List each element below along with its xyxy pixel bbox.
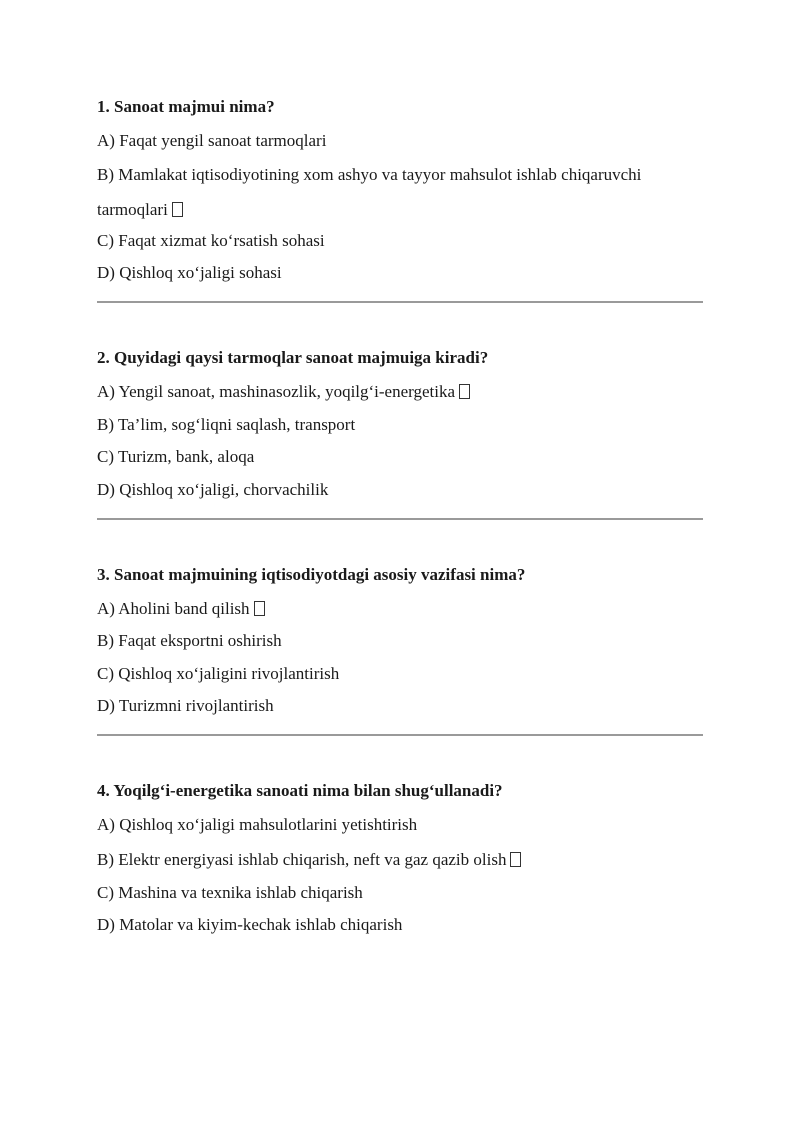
question-1 xyxy=(97,96,703,303)
option-text: D) Qishloq xo‘jaligi, chorvachilik xyxy=(97,479,329,499)
option-a xyxy=(97,598,703,620)
option-text: B) Ta’lim, sog‘liqni saqlash, transport xyxy=(97,414,356,434)
question-3 xyxy=(97,564,703,737)
missing-glyph-icon xyxy=(510,852,521,867)
option-text: A) Qishloq xo‘jaligi mahsulotlarini yetishtirish xyxy=(97,815,418,834)
option-text: C) Faqat xizmat ko‘rsatish sohasi xyxy=(97,230,325,250)
option-text: A) Yengil sanoat, mashinasozlik, yoqilg‘i-energetika xyxy=(97,382,456,401)
option-text: B) Elektr energiyasi ishlab chiqarish, neft va gaz qazib olish xyxy=(97,850,507,869)
divider xyxy=(97,734,703,736)
option-d xyxy=(97,262,703,284)
option-c xyxy=(97,446,703,468)
question-4 xyxy=(97,780,703,936)
document-page xyxy=(97,96,703,947)
option-d xyxy=(97,695,703,717)
option-a xyxy=(97,381,703,403)
missing-glyph-icon xyxy=(172,202,183,217)
option-text: B) Mamlakat iqtisodiyotining xom ashyo va tayyor mahsulot ishlab chiqaruvchi tarmoqlari xyxy=(97,164,642,219)
missing-glyph-icon xyxy=(459,384,470,399)
option-c xyxy=(97,663,703,685)
question-title: 2. Quyidagi qaysi tarmoqlar sanoat majmuiga kiradi? xyxy=(97,348,489,367)
option-text: D) Matolar va kiyim-kechak ishlab chiqarish xyxy=(97,915,403,934)
option-text: A) Aholini band qilish xyxy=(97,598,250,618)
option-text: C) Turizm, bank, aloqa xyxy=(97,447,255,466)
divider xyxy=(97,301,703,303)
option-text: D) Qishloq xo‘jaligi sohasi xyxy=(97,263,282,282)
option-a xyxy=(97,814,703,836)
option-b xyxy=(97,630,703,652)
option-d xyxy=(97,914,703,936)
missing-glyph-icon xyxy=(254,601,265,616)
option-text: C) Qishloq xo‘jaligini rivojlantirish xyxy=(97,663,340,683)
option-text: D) Turizmni rivojlantirish xyxy=(97,696,274,715)
divider xyxy=(97,518,703,520)
option-text: A) Faqat yengil sanoat tarmoqlari xyxy=(97,131,327,150)
option-a xyxy=(97,130,703,152)
question-title: 1. Sanoat majmui nima? xyxy=(97,97,275,116)
question-2 xyxy=(97,347,703,520)
option-c xyxy=(97,882,703,904)
question-title: 4. Yoqilg‘i-energetika sanoati nima bilan shug‘ullanadi? xyxy=(97,781,503,800)
option-c xyxy=(97,230,703,252)
option-b xyxy=(97,849,703,871)
option-b xyxy=(97,157,703,227)
option-text: B) Faqat eksportni oshirish xyxy=(97,631,282,650)
option-b xyxy=(97,414,703,436)
option-text: C) Mashina va texnika ishlab chiqarish xyxy=(97,882,363,902)
question-title: 3. Sanoat majmuining iqtisodiyotdagi asosiy vazifasi nima? xyxy=(97,564,526,584)
option-d xyxy=(97,479,703,501)
